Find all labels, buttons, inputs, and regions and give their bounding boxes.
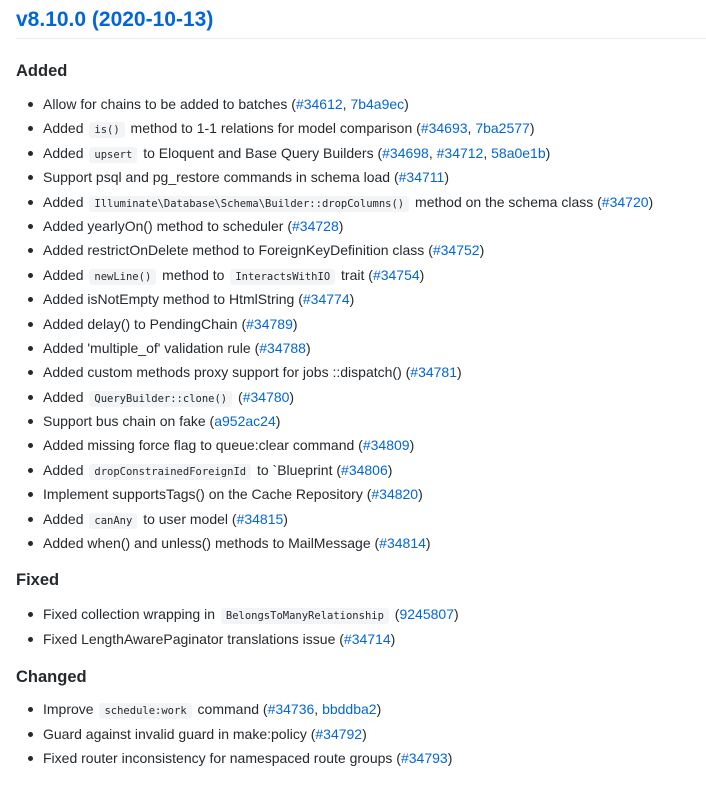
reference-link[interactable]: #34806	[341, 461, 388, 478]
item-text: )	[457, 364, 462, 381]
list-item	[16, 746, 706, 770]
item-text: Improve	[43, 701, 98, 718]
reference-link[interactable]: 58a0e1b	[491, 144, 546, 161]
reference-link[interactable]: #34752	[432, 242, 480, 259]
reference-link[interactable]: #34792	[315, 725, 363, 742]
item-text: method on the schema class (	[411, 193, 602, 210]
list-item	[16, 360, 706, 384]
section-heading-changed: Changed	[16, 668, 87, 687]
list-item	[16, 92, 706, 116]
item-text: to `Blueprint (	[253, 461, 342, 478]
item-text: )	[349, 291, 355, 308]
list-item	[16, 482, 706, 506]
item-text: ,	[314, 701, 323, 718]
item-text: trait (	[337, 266, 373, 283]
item-text: Added 'multiple_of' validation rule (	[43, 339, 260, 356]
item-text: )	[409, 437, 415, 454]
item-text: ,	[483, 144, 492, 161]
item-text: Added	[43, 120, 88, 137]
item-text: Added missing force flag to queue:clear command (	[43, 437, 363, 454]
item-text: )	[418, 486, 423, 503]
reference-link[interactable]: #34789	[246, 315, 293, 332]
code-snippet: schedule:work	[99, 703, 191, 719]
item-text: )	[387, 461, 393, 478]
reference-link[interactable]: #34815	[236, 510, 284, 527]
reference-link[interactable]: #34820	[371, 486, 419, 503]
list-item	[16, 336, 706, 360]
item-text: Added	[43, 266, 88, 283]
code-snippet: upsert	[89, 147, 137, 163]
item-text: (	[390, 606, 400, 623]
reference-link[interactable]: #34780	[242, 388, 290, 405]
list-item	[16, 263, 706, 287]
item-text: Added	[43, 388, 88, 405]
item-text: method to 1-1 relations for model comparison (	[126, 120, 421, 137]
list-item	[16, 238, 706, 262]
list-item	[16, 165, 706, 189]
item-text: )	[338, 217, 344, 234]
item-text: )	[447, 749, 453, 766]
item-text: ,	[467, 120, 476, 137]
code-snippet: dropConstrainedForeignId	[89, 464, 251, 480]
reference-link[interactable]: #34788	[259, 339, 306, 356]
item-text: Fixed LengthAwarePaginator translations issue (	[43, 630, 344, 647]
reference-link[interactable]: #34754	[372, 266, 420, 283]
reference-link[interactable]: #34781	[410, 364, 457, 381]
item-text: )	[390, 630, 396, 647]
item-text: )	[275, 413, 281, 430]
item-text: Added yearlyOn() method to scheduler (	[43, 217, 293, 234]
code-snippet: QueryBuilder::clone()	[89, 391, 232, 407]
item-text: Support psql and pg_restore commands in schema load (	[43, 169, 399, 186]
item-text: command (	[193, 701, 268, 718]
changed-list	[16, 697, 706, 770]
reference-link[interactable]: #34693	[420, 120, 468, 137]
reference-link[interactable]: #34712	[436, 144, 484, 161]
reference-link[interactable]: #34698	[382, 144, 429, 161]
item-text: Added custom methods proxy support for jobs ::dispatch() (	[43, 364, 411, 381]
item-text: )	[479, 242, 485, 259]
item-text: )	[376, 701, 382, 718]
list-item	[16, 507, 706, 531]
item-text: Added isNotEmpty method to HtmlString (	[43, 291, 303, 308]
list-item	[16, 602, 706, 626]
code-snippet: Illuminate\Database\Schema\Builder::dropColumns()	[89, 196, 409, 212]
reference-link[interactable]: #34809	[362, 437, 410, 454]
code-snippet: canAny	[89, 513, 137, 529]
item-text: )	[404, 96, 409, 112]
fixed-list	[16, 602, 706, 651]
list-item	[16, 697, 706, 721]
reference-link[interactable]: bbddba2	[322, 701, 377, 718]
item-text: to user model (	[139, 510, 237, 527]
item-text: Fixed router inconsistency for namespaced route groups (	[43, 749, 401, 766]
reference-link[interactable]: #34714	[343, 630, 391, 647]
list-item	[16, 627, 706, 651]
section-added	[16, 62, 706, 555]
item-text: )	[425, 535, 431, 552]
code-snippet: BelongsToManyRelationship	[221, 608, 389, 624]
reference-link[interactable]: #34774	[302, 291, 350, 308]
list-item	[16, 385, 706, 409]
section-changed	[16, 668, 706, 770]
reference-link[interactable]: #34612	[295, 96, 343, 112]
list-item	[16, 409, 706, 433]
item-text: method to	[158, 266, 229, 283]
list-item	[16, 116, 706, 140]
item-text: Added when() and unless() methods to MailMessage (	[43, 535, 380, 552]
item-text: )	[305, 339, 311, 356]
item-text: )	[419, 266, 425, 283]
item-text: Support bus chain on fake (	[43, 413, 215, 430]
item-text: Fixed collection wrapping in	[43, 606, 219, 623]
list-item	[16, 312, 706, 336]
item-text: )	[454, 606, 459, 623]
item-text: Guard against invalid guard in make:policy (	[43, 725, 316, 742]
added-list	[16, 92, 706, 555]
section-heading-added: Added	[16, 62, 68, 80]
code-snippet: newLine()	[89, 269, 156, 285]
section-heading-fixed: Fixed	[16, 571, 60, 590]
item-text: (	[234, 388, 243, 405]
item-text: )	[289, 388, 295, 405]
list-item	[16, 287, 706, 311]
item-text: )	[529, 120, 535, 137]
reference-link[interactable]: #34793	[400, 749, 448, 766]
reference-link[interactable]: #34736	[267, 701, 315, 718]
item-text: Implement supportsTags() on the Cache Repository (	[43, 486, 372, 503]
item-text: Added	[43, 193, 88, 210]
reference-link[interactable]: #34814	[379, 535, 426, 552]
reference-link[interactable]: #34728	[292, 217, 339, 234]
item-text: Added delay() to PendingChain (	[43, 315, 247, 332]
reference-link[interactable]: 7b4a9ec	[350, 96, 405, 112]
reference-link[interactable]: a952ac24	[214, 413, 276, 430]
item-text: to Eloquent and Base Query Builders (	[139, 144, 383, 161]
list-item	[16, 433, 706, 457]
item-text: Allow for chains to be added to batches (	[43, 96, 296, 112]
item-text: )	[292, 315, 298, 332]
reference-link[interactable]: 9245807	[399, 606, 454, 623]
item-text: Added restrictOnDelete method to ForeignKeyDefinition class (	[43, 242, 433, 259]
reference-link[interactable]: #34720	[601, 193, 649, 210]
list-item	[16, 214, 706, 238]
reference-link[interactable]: 7ba2577	[475, 120, 530, 137]
item-text: )	[648, 193, 654, 210]
code-snippet: InteractsWithIO	[230, 269, 335, 285]
item-text: ,	[428, 144, 437, 161]
item-text: ,	[342, 96, 351, 112]
item-text: Added	[43, 510, 88, 527]
release-title[interactable]: v8.10.0 (2020-10-13)	[16, 0, 706, 39]
item-text: )	[444, 169, 449, 186]
list-item	[16, 531, 706, 555]
item-text: Added	[43, 461, 88, 478]
item-text: Added	[43, 144, 88, 161]
reference-link[interactable]: #34711	[398, 169, 445, 186]
list-item	[16, 722, 706, 746]
item-text: )	[545, 144, 551, 161]
code-snippet: is()	[89, 122, 124, 138]
list-item	[16, 141, 706, 165]
section-fixed	[16, 571, 706, 651]
item-text: )	[362, 725, 367, 742]
list-item	[16, 458, 706, 482]
list-item	[16, 190, 706, 214]
item-text: )	[283, 510, 288, 527]
